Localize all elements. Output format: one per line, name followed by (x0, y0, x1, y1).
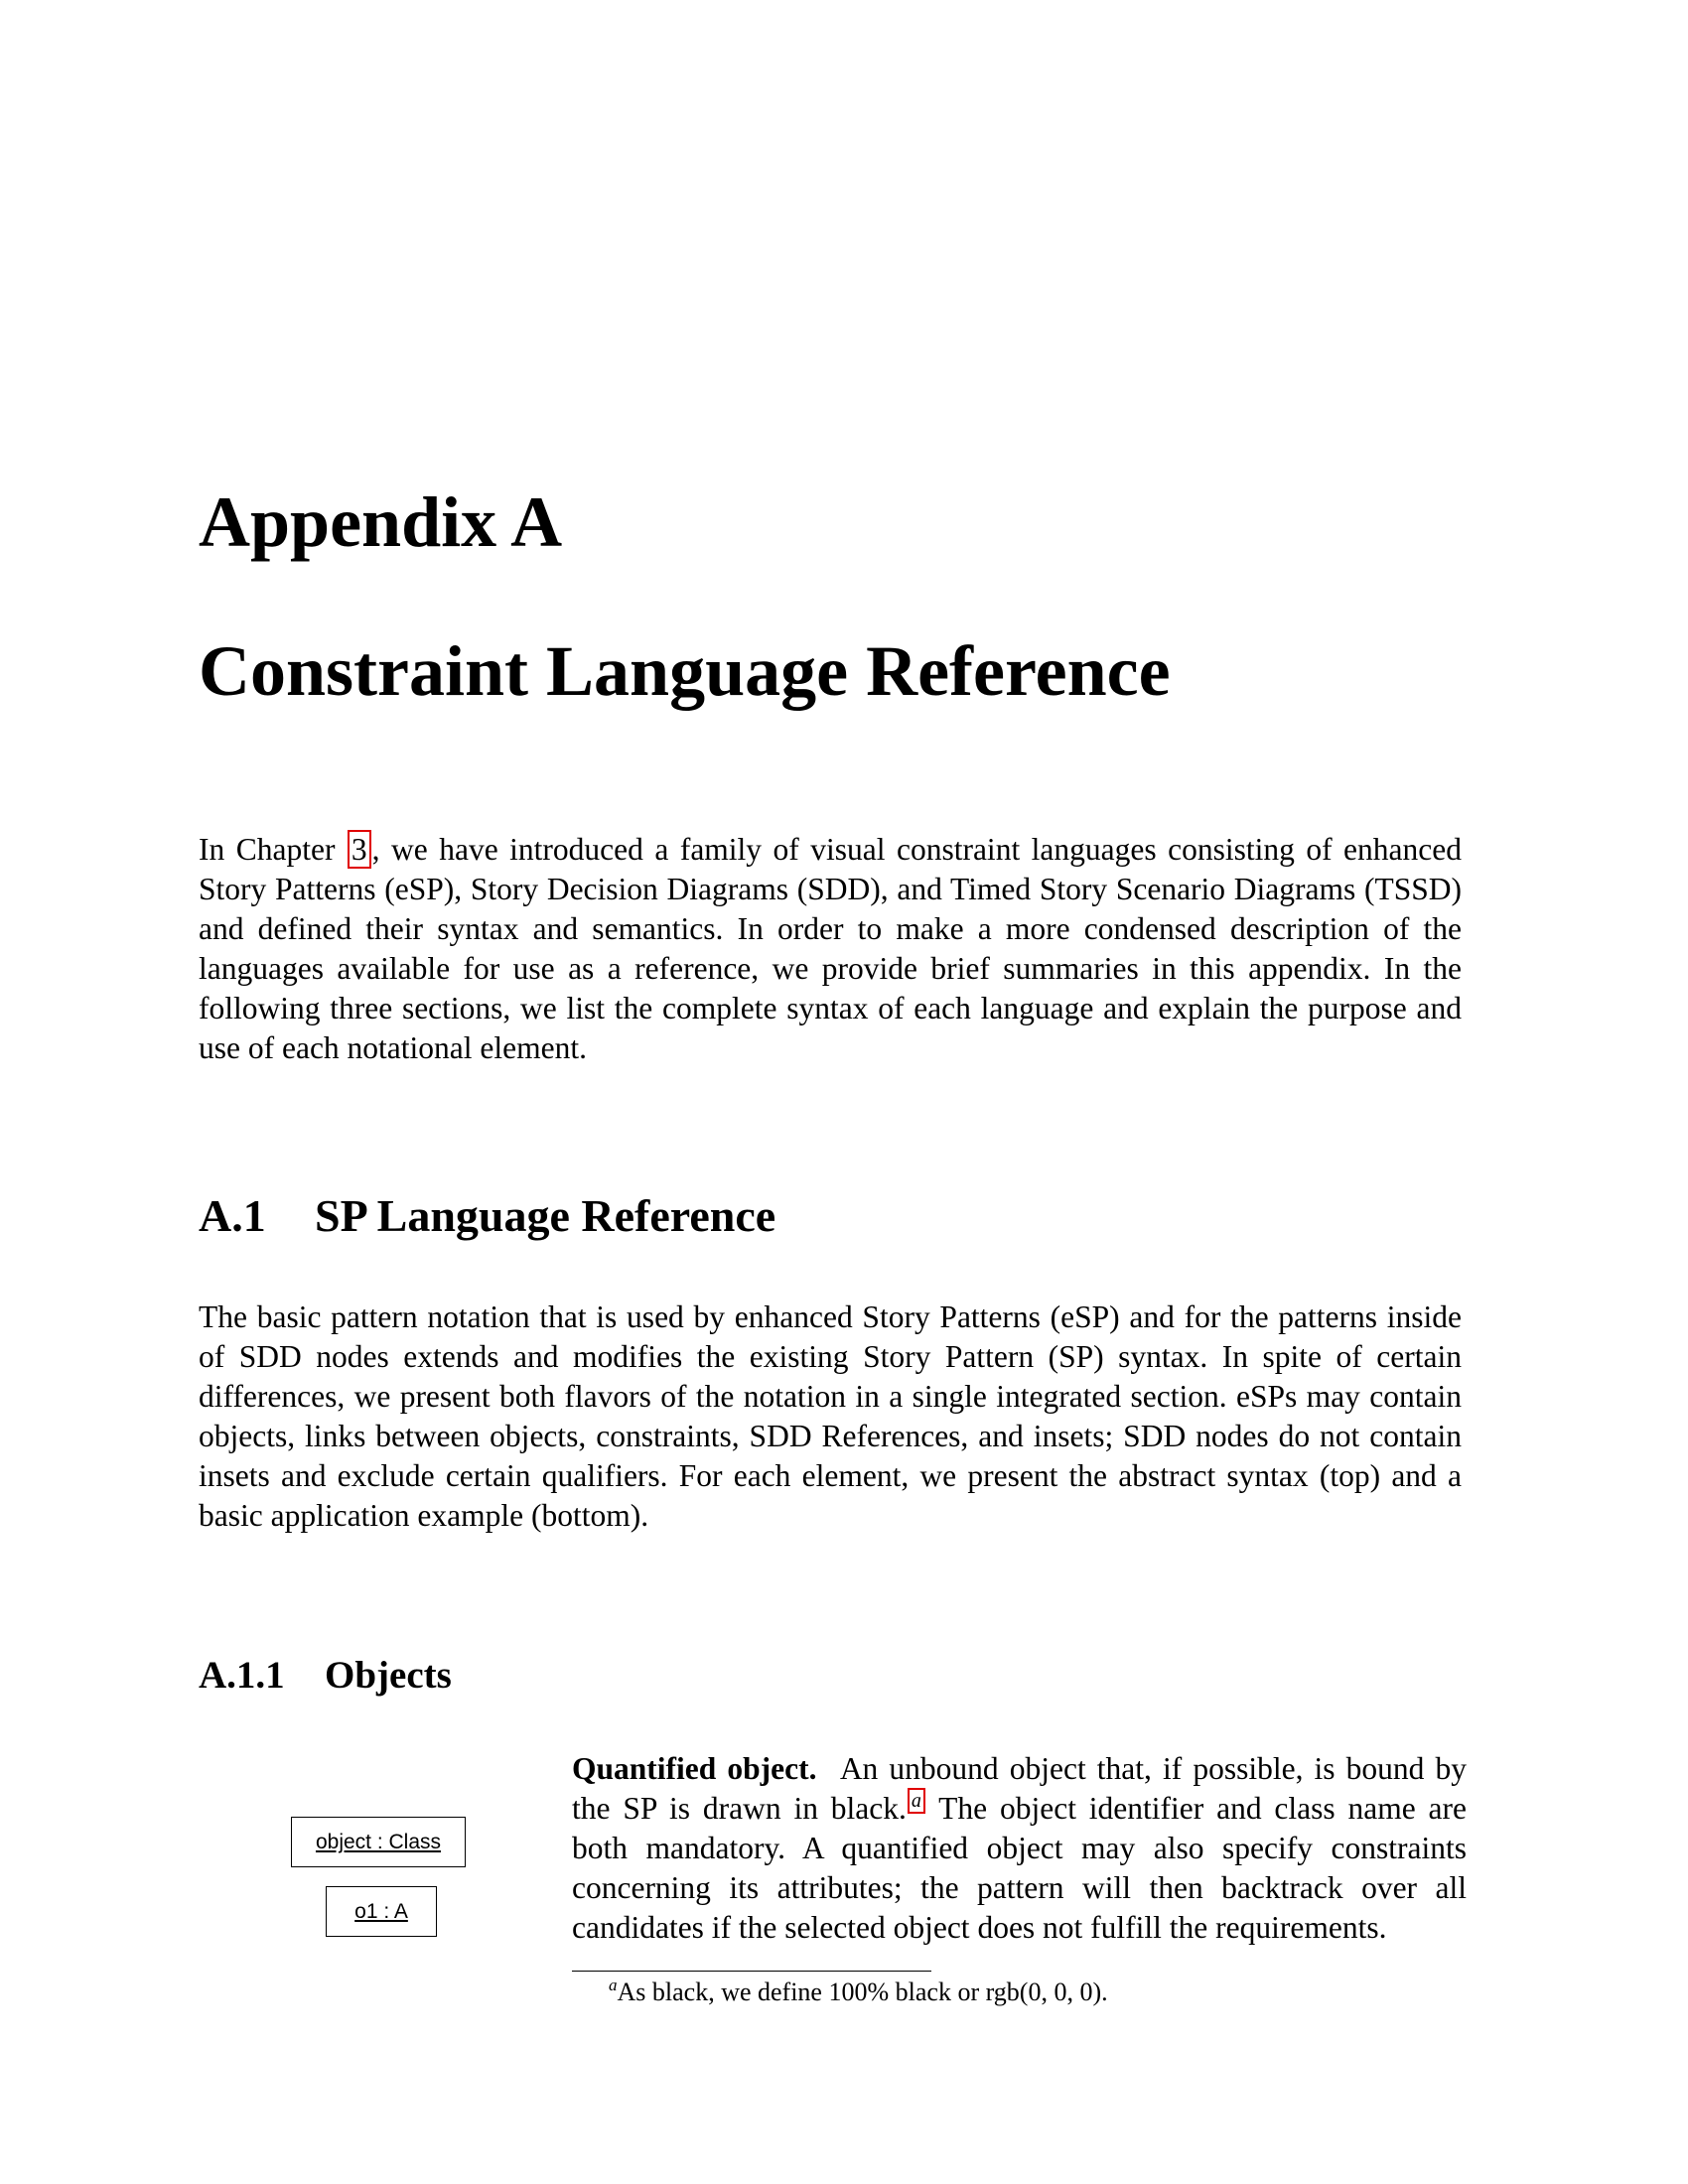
element-term: Quantified object. (572, 1751, 817, 1786)
quantified-object-description (572, 1749, 1467, 1948)
section-intro-paragraph: The basic pattern notation that is used by enhanced Story Patterns (eSP) and for the patterns inside of SDD nodes extends and modifies the existing Story Pattern (SP) syntax. In spite of certain differences, we present both flavors of the notation in a single integrated section. eSPs may contain objects, links between objects, constraints, SDD References, and insets; SDD nodes do not contain insets and exclude certain qualifiers. For each element, we present the abstract syntax (top) and a basic application example (bottom). (199, 1299, 1462, 1533)
chapter-reference-link[interactable]: 3 (348, 830, 371, 869)
intro-paragraph (199, 830, 1462, 1068)
subsection-heading (199, 1656, 452, 1695)
footnote-text: As black, we define 100% black or rgb(0, 0, 0). (617, 1978, 1108, 2006)
chapter-title: Constraint Language Reference (199, 631, 1171, 711)
page-content (199, 0, 1468, 2184)
footnote-reference-link[interactable]: a (908, 1788, 925, 1814)
example-object-box: o1 : A (326, 1886, 437, 1937)
abstract-syntax-object-box: object : Class (291, 1817, 466, 1867)
object-notation-diagram (291, 1817, 470, 1942)
footnote-marker: a (609, 1976, 618, 1994)
footnote (609, 1976, 1108, 2009)
chapter-label: Appendix A (199, 482, 563, 562)
intro-text-after-ref: , we have introduced a family of visual constraint languages consisting of enhanced Story Patterns (eSP), Story Decision Diagrams (SDD), and Timed Story Scenario Diagrams (TSSD) and defined their syntax and semantics. In order to make a more condensed description of the languages available for use as a reference, we provide brief summaries in this appendix. In the following three sections, we list the complete syntax of each language and explain the purpose and use of each notational element. (199, 832, 1462, 1065)
section-heading (199, 1190, 776, 1241)
subsection-title: Objects (325, 1654, 452, 1697)
subsection-number: A.1.1 (199, 1654, 285, 1697)
element-text-before-note: An unbound object that, if possible, is bound by the SP is drawn in black. (572, 1751, 1468, 1826)
element-text-after-note: The object identifier and class name are both mandatory. A quantified object may also specify constraints concerning its attributes; the pattern will then backtrack over all candidates if the selected object does not fulfill the requirements. (572, 1791, 1467, 1945)
section-title: SP Language Reference (315, 1190, 776, 1241)
section-number: A.1 (199, 1190, 266, 1241)
intro-text-before-ref: In Chapter (199, 832, 347, 867)
footnote-divider (572, 1971, 931, 1972)
